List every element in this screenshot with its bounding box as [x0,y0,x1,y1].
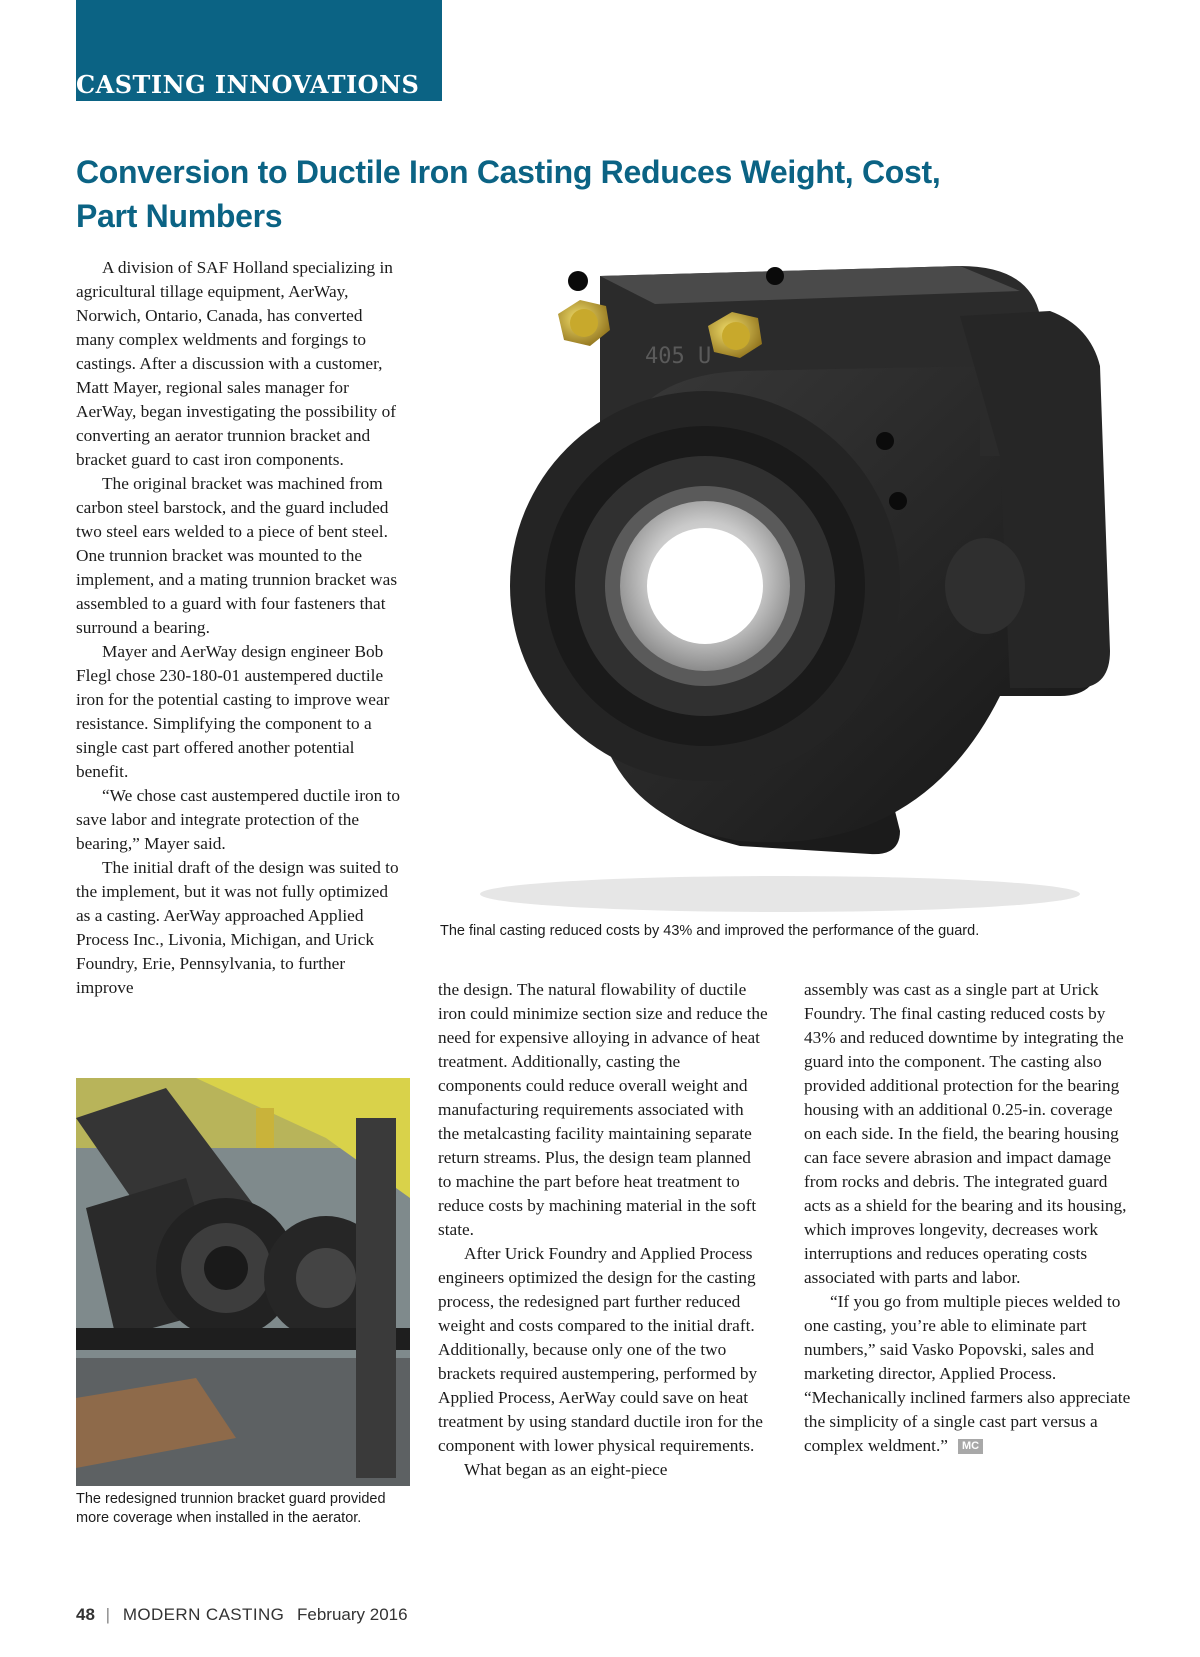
footer-separator: | [105,1605,111,1624]
issue-date: February 2016 [297,1605,408,1624]
paragraph: What began as an eight-piece [464,1460,668,1479]
main-photo-caption: The final casting reduced costs by 43% and improved the performance of the guard. [440,923,980,939]
paragraph: The original bracket was machined from carbon steel barstock, and the guard included two steel ears welded to a piece of bent steel. One trunnion bracket was mounted to the implement, and a mating trunnion bracket was assembled to a guard with four fasteners that surround a bearing. [76,474,398,637]
paragraph: assembly was cast as a single part at Urick Foundry. The final casting reduced costs by 43% and reduced downtime by integrating the guard into the component. The casting also provided additional protection for the bearing housing with an additional 0.25-in. coverage on each side. In the field, the bearing housing can face severe abrasion and impact damage from rocks and debris. The integrated guard acts as a shield for the bearing and its housing, which improves longevity, decreases work interruptions and reduces operating costs associated with parts and labor. [804,980,1127,1287]
section-label: CASTING INNOVATIONS [76,70,420,99]
paragraph: The initial draft of the design was suited to the implement, but it was not fully optimized as a casting. AerWay approached Applied Process Inc., Livonia, Michigan, and Urick Foundry, Erie, Pennsylvania, to further improve [76,858,399,997]
aerator-installation-photo [76,1078,410,1486]
paragraph-text: “If you go from multiple pieces welded to one casting, you’re able to eliminate part numbers,” said Vasko Popovski, sales and marketing director, Applied Process. “Mechanically inclined farmers also appreciate the simplicity of a single cast part versus a complex weldment.” [804,1292,1131,1455]
paragraph: A division of SAF Holland specializing in agricultural tillage equipment, AerWay, Norwich, Ontario, Canada, has converted many complex weldments and forgings to castings. After a discussion with a customer, Matt Mayer, regional sales manager for AerWay, began investigating the possibility of converting an aerator trunnion bracket and bracket guard to cast iron components. [76,258,397,469]
bracket-casting-illustration [440,256,1130,916]
secondary-photo-caption: The redesigned trunnion bracket guard provided more coverage when installed in the aerator. [76,1491,386,1526]
paragraph [804,1290,1132,1458]
aerator-illustration [76,1078,410,1486]
paragraph: After Urick Foundry and Applied Process engineers optimized the design for the casting process, the redesigned part further reduced weight and costs compared to the initial draft. Additionally, because only one of the two brackets required austempering, performed by Applied Process, AerWay could save on heat treatment by using standard ductile iron for the component with lower physical requirements. [438,1244,763,1455]
magazine-name: MODERN CASTING [122,1605,285,1624]
article-column-2 [438,978,768,1482]
page-footer [76,1605,408,1625]
paragraph: “We chose cast austempered ductile iron to save labor and integrate protection of the bearing,” Mayer said. [76,786,401,853]
bracket-casting-photo [440,256,1130,916]
article-column-1 [76,256,404,1000]
end-mark-logo: MC [958,1439,983,1454]
part-stamp: 405 U [645,344,712,369]
page-number: 48 [76,1605,95,1624]
article-headline: Conversion to Ductile Iron Casting Reduces Weight, Cost, Part Numbers [76,154,941,234]
paragraph: Mayer and AerWay design engineer Bob Flegl chose 230-180-01 austempered ductile iron for the potential casting to improve wear resistance. Simplifying the component to a single cast part offered another potential benefit. [76,642,390,781]
paragraph: the design. The natural flowability of ductile iron could minimize section size and reduce the need for expensive alloying in advance of heat treatment. Additionally, casting the components could reduce overall weight and manufacturing requirements associated with the metalcasting facility maintaining separate return streams. Plus, the design team planned to machine the part before heat treatment to reduce costs by machining material in the soft state. [438,980,768,1239]
article-column-3 [804,978,1132,1458]
